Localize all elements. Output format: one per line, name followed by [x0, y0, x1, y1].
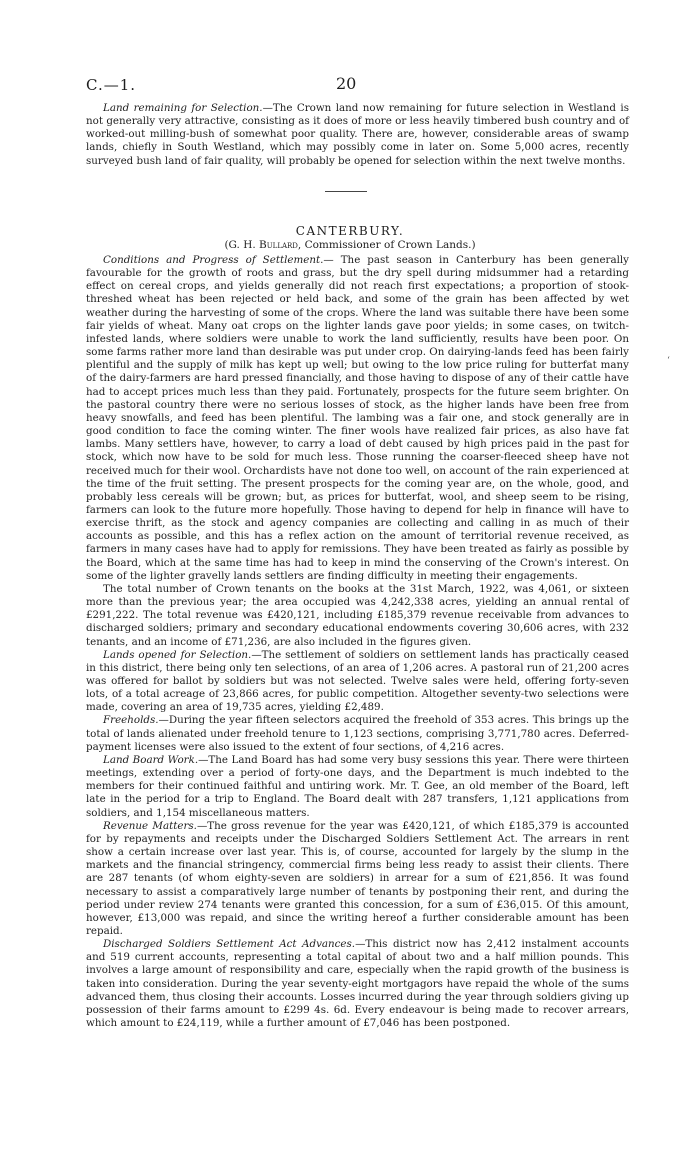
paragraph [86, 254, 629, 583]
section-title: CANTERBURY. [295, 224, 405, 238]
paragraph [86, 938, 629, 1030]
paragraph-lead: Revenue Matters. [103, 819, 197, 832]
commissioner-name: (G. H. Bullard [224, 239, 298, 251]
paragraph [86, 583, 629, 649]
paragraph [86, 102, 629, 168]
section-subtitle [0, 239, 700, 251]
paragraph-lead: Discharged Soldiers Settlement Act Advances. [103, 938, 356, 951]
paragraph-text: —During the year fifteen selectors acquired the freehold of 353 acres. This brings up the total of lands alienated under freehold tenure to 1,123 sections, comprising 3,771,780 acres. Deferred-payment licenses were also issued to the extent of four sections, of 4,216 acres. [86, 714, 629, 753]
land-remaining-section [86, 102, 629, 168]
paragraph-lead: Freeholds. [103, 714, 159, 727]
paragraph-text: The total number of Crown tenants on the books at the 31st March, 1922, was 4,061, or sixteen more than the previous year; the area occupied was 4,242,338 acres, yielding an annual rental of £291,222. The total revenue was £420,121, including £185,379 revenue receivable from advances to discharged soldiers; primary and secondary educational endowments covering 30,606 acres, with 232 tenants, and an income of £71,236, are also included in the figures given. [86, 582, 629, 648]
paragraph-text: —The settlement of soldiers on settlement lands has practically ceased in this district, there being only ten selections, of an area of 1,206 acres. A pastoral run of 21,200 acres was offered for ballot by soldiers but was not selected. Twelve sales were held, offering forty-seven lots, of a total acreage of 23,866 acres, for public competition. Altogether seventy-two selections were made, covering an area of 19,735 acres, yielding £2,489. [86, 648, 630, 714]
paragraph-text: —This district now has 2,412 instalment accounts and 519 current accounts, representing a total capital of about two and a half million pounds. This involves a large amount of responsibility and care, especially when the rapid growth of the business is taken into consideration. During the year seventy-eight mortgagors have repaid the whole of the sums advanced them, thus closing their accounts. Losses incurred during the year through soldiers giving up possession of their farms amount to £299 4s. 6d. Every endeavour is being made to recover arrears, which amount to £24,119, while a further amount of £7,046 has been postponed. [86, 938, 629, 1030]
page-number: 20 [336, 74, 357, 93]
paragraph-lead: Land remaining for Selection. [103, 102, 263, 114]
paragraph-text: —The Land Board has had some very busy sessions this year. There were thirteen meetings, extending over a period of forty-one days, and the Department is much indebted to the members for their continued faithful and untiring work. Mr. T. Gee, an old member of the Board, left late in the period for a trip to England. The Board dealt with 287 transfers, 1,121 applications from soldiers, and 1,154 miscellaneous matters. [86, 753, 629, 819]
paragraph [86, 714, 629, 753]
report-code: C.—1. [86, 76, 137, 94]
paragraph [86, 649, 629, 715]
paragraph [86, 820, 629, 938]
commissioner-role: , Commissioner of Crown Lands.) [297, 239, 476, 251]
section-divider [325, 191, 367, 192]
canterbury-body [86, 254, 629, 1030]
paragraph-text: — The past season in Canterbury has been generally favourable for the growth of roots and grass, but the dry spell during midsummer had a retarding effect on cereal crops, and yields generally did not reach first expectations; a proportion of stook-threshed wheat has been rejected or held back, and some of the grain has been affected by wet weather during the harvesting of some of the crops. Where the land was suitable there have been some fair yields of wheat. Many oat crops on the lighter lands gave poor yields; in some cases, on twitch-infested lands, where soldiers were unable to work the land sufficiently, results have been poor. On some farms rather more land than desirable was put under crop. On dairying-lands feed has been fairly plentiful and the supply of milk has kept up well; but owing to the low price ruling for butterfat many of the dairy-farmers are hard pressed financially, and those having to dispose of any of their cattle have had to accept prices much less than they paid. Fortunately, prospects for the future seem brighter. On the pastoral country there were no serious losses of stock, as the higher lands have been free from heavy snowfalls, and feed has been plentiful. The lambing was a fair one, and stock generally are in good condition to face the coming winter. The finer wools have realized fair prices, as also have fat lambs. Many settlers have, however, to carry a load of debt caused by high prices paid in the past for stock, which now have to be sold for much less. Those running the coarser-fleeced sheep have not received much for their wool. Orchardists have not done too well, on account of the rain experienced at the time of the fruit setting. The present prospects for the coming year are, on the whole, good, and probably less cereals will be grown; but, as prices for butterfat, wool, and sheep seem to be rising, farmers can look to the future more hopefully. Those having to depend for help in finance will have to exercise thrift, as the stock and agency companies are collecting and calling in as much of their accounts as possible, and this has a reflex action on the amount of territorial revenue received, as farmers in many cases have had to apply for remissions. They have been treated as fairly as possible by the Board, which at the same time has had to keep in mind the conserving of the Crown's interest. On some of the lighter gravelly lands settlers are finding difficulty in meeting their engagements. [86, 254, 630, 582]
paragraph [86, 754, 629, 820]
margin-mark: ʻ [667, 356, 670, 366]
paragraph-text: —The Crown land now remaining for future selection in Westland is not generally very attractive, consisting as it does of more or less heavily timbered bush country and of worked-out milling-bush of somewhat poor quality. There are, however, considerable areas of swamp lands, chiefly in South Westland, which may possibly come in later on. Some 5,000 acres, recently surveyed bush land of fair quality, will probably be opened for selection within the next twelve months. [86, 102, 629, 167]
paragraph-lead: Conditions and Progress of Settlement. [103, 254, 324, 266]
paragraph-text: —The gross revenue for the year was £420,121, of which £185,379 is accounted for by repayments and receipts under the Discharged Soldiers Settlement Act. The arrears in rent show a certain increase over last year. This is, of course, accounted for largely by the slump in the markets and the financial stringency, commercial firms being less ready to assist their clients. There are 287 tenants (of whom eighty-seven are soldiers) in arrear for a sum of £21,856. It was found necessary to assist a comparatively large number of tenants by postponing their rent, and during the period under review 274 tenants were granted this concession, for a sum of £36,015. Of this amount, however, £13,000 was repaid, and since the writing hereof a further considerable amount has been repaid. [86, 819, 629, 937]
paragraph-lead: Land Board Work. [103, 753, 199, 766]
paragraph-lead: Lands opened for Selection. [103, 648, 252, 661]
